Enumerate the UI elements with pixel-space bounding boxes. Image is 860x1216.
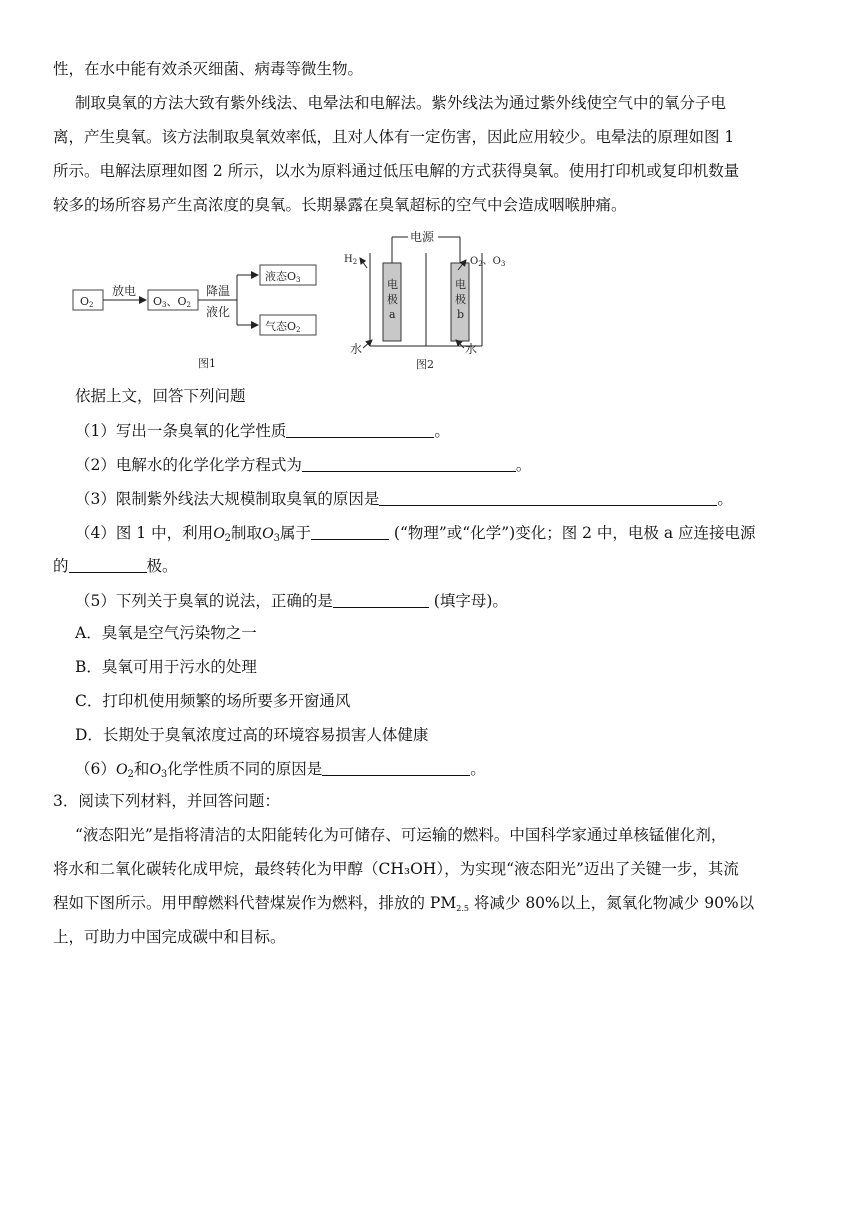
answer-blank-3[interactable] [379,489,717,506]
intro-line-3: 离，产生臭氧。该方法制取臭氧效率低，且对人体有一定伤害，因此应用较少。电晕法的原理如图 1 [53,128,735,146]
fig2-water-right: 水 [465,342,478,356]
questions-lead: 依据上文，回答下列问题 [75,387,246,405]
fig1-caption: 图1 [198,357,216,370]
fig2-h2-label: $H_2$ [344,254,358,266]
fig1-arrow-label: 放电 [112,284,137,298]
fig2-water-left: 水 [350,342,363,356]
svg-text:O3、O2: O3、O2 [153,295,191,309]
answer-blank-4b[interactable] [69,556,147,573]
option-a: A．臭氧是空气污染物之一 [75,624,257,642]
question-4: （4）图 1 中，利用$O_2$制取$O_3$属于 (“物理”或“化学”)变化；图 2 中，电极 a 应连接电源 [75,524,756,544]
fig2-power-label: 电源 [410,230,435,244]
svg-text:极: 极 [387,293,398,306]
problem-3-line-4: 上，可助力中国完成碳中和目标。 [53,928,286,946]
option-d: D．长期处于臭氧浓度过高的环境容易损害人体健康 [75,726,429,744]
problem-3-line-1: “液态阳光”是指将清洁的太阳能转化为可储存、可运输的燃料。中国科学家通过单核锰催化剂， [75,826,727,844]
question-3-text: （3）限制紫外线法大规模制取臭氧的原因是 [75,490,380,508]
answer-blank-6[interactable] [322,759,470,776]
answer-blank-2[interactable] [302,455,516,472]
figure-2-electrolysis-diagram [340,228,515,376]
question-6: $(6)O_2$和$O_3$化学性质不同的原因是 。 [75,760,486,780]
problem-3-line-2: 将水和二氧化碳转化成甲烷，最终转化为甲醇（CH₃OH），为实现“液态阳光”迈出了关键一步，其流 [53,860,739,878]
fig1-label-liquefy: 液化 [206,305,231,319]
svg-text:O2: O2 [80,295,94,309]
option-b: B．臭氧可用于污水的处理 [75,658,257,676]
question-2: （2）电解水的化学化学方程式为 。 [75,456,532,474]
intro-line-4: 所示。电解法原理如图 2 所示，以水为原料通过低压电解的方式获得臭氧。使用打印机或复印机数量 [53,162,740,180]
svg-text:电: 电 [455,278,466,291]
answer-blank-4a[interactable] [311,523,389,540]
question-1: （1）写出一条臭氧的化学性质 。 [75,422,450,440]
fig2-o2o3-label: $O_2$、$O_3$ [470,256,506,268]
answer-blank-5[interactable] [333,591,429,608]
svg-text:极: 极 [455,293,466,306]
intro-line-5: 较多的场所容易产生高浓度的臭氧。长期暴露在臭氧超标的空气中会造成咽喉肿痛。 [53,196,627,214]
question-2-text: （2）电解水的化学化学方程式为 [75,456,302,474]
question-5: （5）下列关于臭氧的说法，正确的是 (填字母)。 [75,592,508,610]
fig1-label-cool: 降温 [206,284,231,298]
question-3: （3）限制紫外线法大规模制取臭氧的原因是 。 [75,490,733,508]
answer-blank-1[interactable] [286,421,434,438]
problem-3-line-3: 程如下图所示。用甲醇燃料代替煤炭作为燃料，排放的 $PM_{2.5}$ 将减少 80%以上，氮氧化物减少 90%以 [53,894,755,913]
intro-line-2: 制取臭氧的方法大致有紫外线法、电晕法和电解法。紫外线法为通过紫外线使空气中的氧分子电 [75,94,727,112]
svg-text:a: a [389,308,396,321]
option-c: C．打印机使用频繁的场所要多开窗通风 [75,692,351,710]
figure-1-corona-diagram [70,255,330,375]
svg-text:气态O2: 气态O2 [265,320,301,334]
svg-text:电: 电 [387,278,398,291]
intro-line-1: 性，在水中能有效杀灭细菌、病毒等微生物。 [53,60,364,78]
question-4-cont: 的 极。 [53,557,178,575]
problem-3-heading: 3．阅读下列材料，并回答问题： [53,792,280,810]
svg-text:b: b [457,308,465,321]
fig2-caption: 图2 [416,358,434,371]
question-5-text: （5）下列关于臭氧的说法，正确的是 [75,592,333,610]
question-1-text: （1）写出一条臭氧的化学性质 [75,422,287,440]
svg-text:液态O3: 液态O3 [265,270,301,284]
